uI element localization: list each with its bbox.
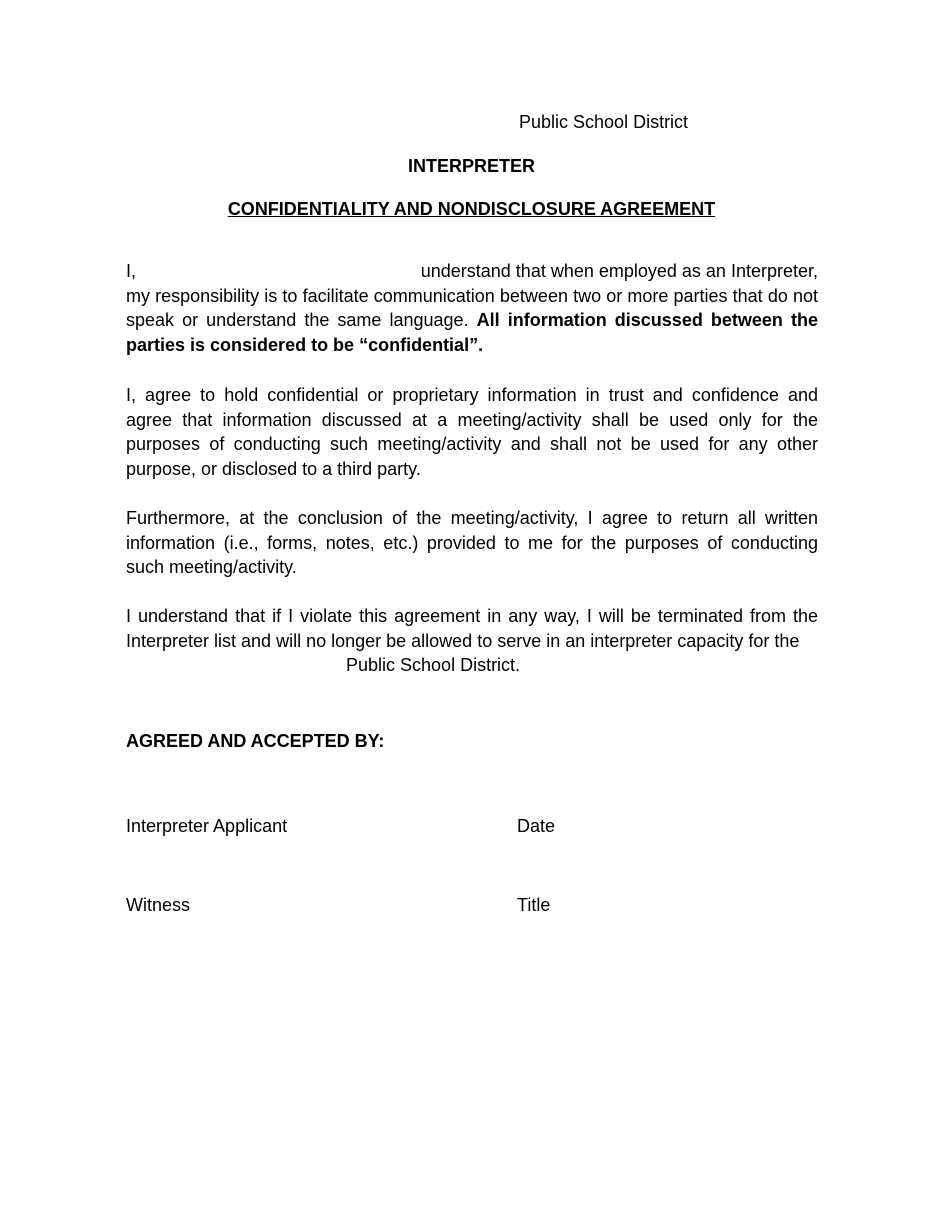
title-label: Title xyxy=(517,895,551,915)
paragraph-understanding xyxy=(126,259,818,358)
paragraph-understanding-first-line xyxy=(126,259,818,284)
date-label: Date xyxy=(517,816,556,836)
district-header: Public School District xyxy=(519,112,689,132)
witness-signature-label: Witness xyxy=(126,895,191,915)
document-title: INTERPRETER xyxy=(407,156,535,176)
confidential-statement: All information discussed between the parties is considered to be “confidential”. xyxy=(126,310,818,356)
paragraph-termination xyxy=(126,604,818,678)
understanding-line1: understand that when employed as an Interpreter, xyxy=(420,261,818,281)
name-prefix: I, xyxy=(126,261,137,281)
paragraph-return-materials: Furthermore, at the conclusion of the meeting/activity, I agree to return all written information (i.e., forms, notes, etc.) provided to me for the purposes of conducting such meeting/activity. xyxy=(126,508,818,578)
understanding-text: my responsibility is to facilitate communication between two or more parties that do not speak or understand the same language. xyxy=(126,285,818,331)
paragraph-confidentiality: I, agree to hold confidential or proprietary information in trust and confidence and agree that information discussed at a meeting/activity shall be used only for the purposes of conducting such meeting/activity and shall not be used for any other purpose, or disclosed to a third party. xyxy=(126,385,818,480)
understanding-continuation xyxy=(126,284,818,358)
district-footer: Public School District. xyxy=(346,655,521,676)
agreed-heading: AGREED AND ACCEPTED BY: xyxy=(126,731,385,751)
applicant-signature-label: Interpreter Applicant xyxy=(126,816,288,836)
document-subtitle: CONFIDENTIALITY AND NONDISCLOSURE AGREEMENT xyxy=(227,199,716,219)
termination-text: I understand that if I violate this agreement in any way, I will be terminated from the Interpreter list and will no longer be allowed to serve in an interpreter capacity for the xyxy=(126,606,818,651)
